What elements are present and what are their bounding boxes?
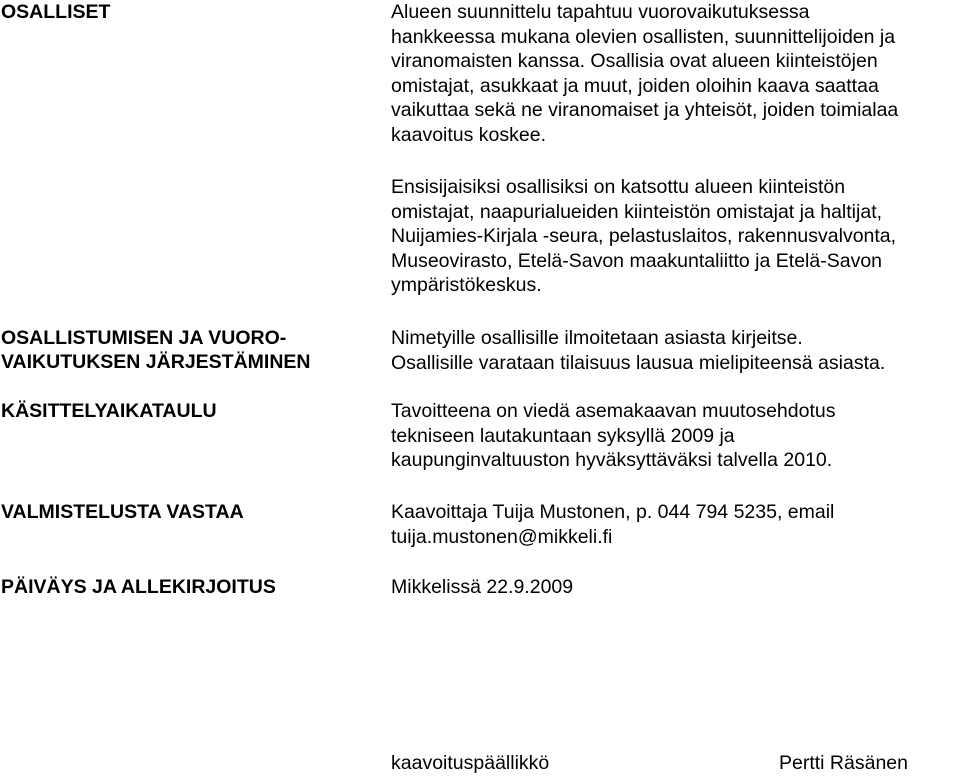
text-line: omistajat, naapurialueiden kiinteistön omistajat ja haltijat, (391, 200, 883, 223)
text-line: viranomaisten kanssa. Osallisia ovat alueen kiinteistöjen (391, 50, 878, 72)
section-label-paivays: PÄIVÄYS JA ALLEKIRJOITUS (1, 576, 276, 598)
label-line: OSALLISTUMISEN JA VUORO- (1, 327, 287, 349)
text-line: Nuijamies-Kirjala -seura, pelastuslaitos, rakennusvalvonta, (391, 225, 897, 247)
text-line: tuija.mustonen@mikkeli.fi (391, 525, 613, 548)
section-label-kasittelyaikataulu: KÄSITTELYAIKATAULU (1, 400, 217, 422)
text-line: kaavoitus koskee. (391, 123, 547, 146)
text-line: Kaavoittaja Tuija Mustonen, p. 044 794 5235, email (391, 501, 835, 523)
osallistuminen-text (391, 326, 959, 375)
text-line: Nimetyille osallisille ilmoitetaan asiasta kirjeitse. (391, 327, 803, 349)
section-label-osallistuminen (1, 326, 311, 374)
signature-name: Pertti Räsänen (779, 752, 908, 774)
text-line: omistajat, asukkaat ja muut, joiden oloihin kaava saattaa (391, 74, 879, 97)
text-line: tekniseen lautakuntaan syksyllä 2009 ja (391, 424, 735, 447)
text-line: kaupunginvaltuuston hyväksyttäväksi talvella 2010. (391, 449, 833, 471)
label-line: VAIKUTUKSEN JÄRJESTÄMINEN (1, 351, 311, 373)
text-line: Ensisijaisiksi osallisiksi on katsottu alueen kiinteistön (391, 176, 846, 198)
text-line: Osallisille varataan tilaisuus lausua mielipiteensä asiasta. (391, 351, 886, 374)
text-line: Tavoitteena on viedä asemakaavan muutosehdotus (391, 400, 836, 422)
text-line: Museovirasto, Etelä-Savon maakuntaliitto ja Etelä-Savon (391, 249, 883, 272)
text-line: ympäristökeskus. (391, 274, 542, 296)
text-line: Alueen suunnittelu tapahtuu vuorovaikutuksessa (391, 1, 810, 23)
valmistelusta-text (391, 500, 959, 549)
signature-title: kaavoituspäällikkö (391, 752, 550, 774)
osalliset-paragraph-1 (391, 0, 959, 147)
kasittelyaikataulu-text (391, 399, 959, 473)
paivays-text: Mikkelissä 22.9.2009 (391, 576, 574, 598)
osalliset-paragraph-2 (391, 175, 959, 298)
section-label-valmistelusta: VALMISTELUSTA VASTAA (1, 501, 244, 523)
section-label-osalliset: OSALLISET (1, 1, 111, 23)
text-line: hankkeessa mukana olevien osallisten, suunnittelijoiden ja (391, 25, 896, 48)
text-line: vaikuttaa sekä ne viranomaiset ja yhteisöt, joiden toimialaa (391, 99, 899, 121)
